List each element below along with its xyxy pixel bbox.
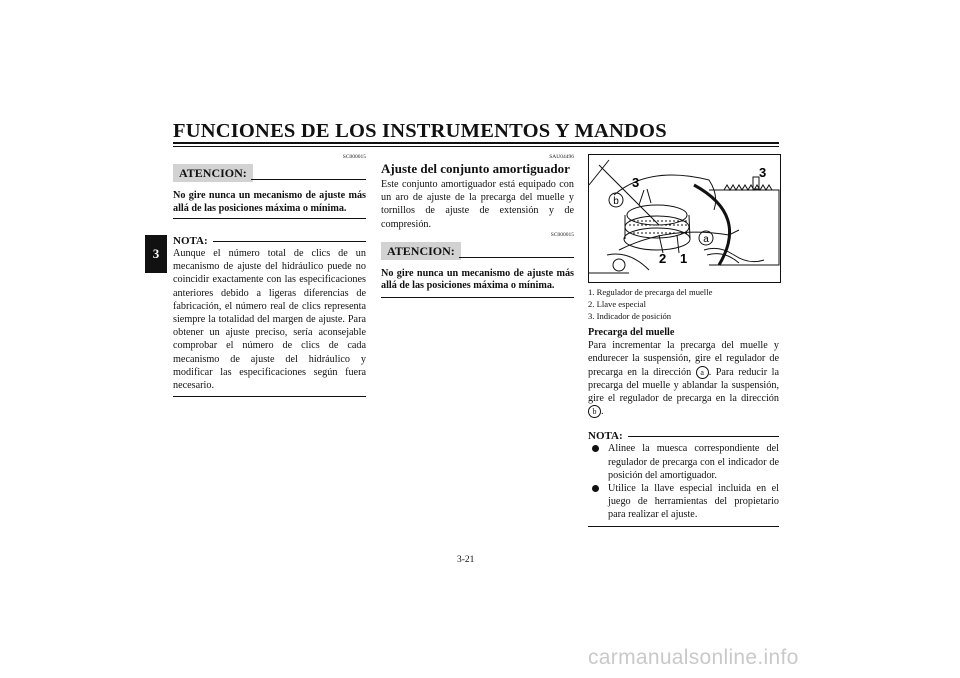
attention-label: ATENCION:	[381, 242, 461, 260]
reference-code: SAU04496	[549, 154, 574, 160]
nota-text: Aunque el número total de clics de un mecanismo de ajuste del hidráulico puede no coincidir exactamente con las especificaciones anteriores debido a ligeras diferencias de fabricación, el número real de clics representa siempre la totalidad del margen de ajuste. Para obtener un ajuste preciso, sería aconsejable comprobar el número de clics de cada mecanismo de ajuste del hidráulico y modificar las especificaciones según fuera necesario.	[173, 248, 366, 392]
attention-end-rule	[381, 297, 574, 298]
figure-label-b: b	[613, 196, 619, 207]
shock-absorber-figure	[588, 154, 781, 283]
figure-captions	[588, 286, 779, 322]
nota-rule	[213, 241, 366, 242]
nota-rule	[628, 436, 779, 437]
caption-item: 1. Regulador de precarga del muelle	[588, 287, 713, 297]
figure-label-3b: 3	[759, 165, 767, 180]
figure-label-3a: 3	[632, 175, 640, 190]
bullet-dot-icon	[592, 485, 599, 492]
figure-label-a: a	[703, 234, 709, 245]
nota-bullet	[588, 442, 779, 482]
attention-text: No gire nunca un mecanismo de ajuste más allá de las posiciones máxima o mínima.	[173, 190, 366, 214]
figure-label-1: 1	[680, 251, 688, 266]
nota-header	[173, 231, 366, 245]
column-3	[588, 154, 779, 527]
column-1	[173, 154, 366, 397]
reference-code: SC000015	[342, 154, 366, 160]
attention-label: ATENCION:	[173, 164, 253, 182]
figure-label-2: 2	[659, 251, 667, 266]
attention-header	[381, 242, 574, 260]
chapter-tab: 3	[145, 235, 167, 273]
direction-a-symbol: a	[696, 366, 709, 379]
attention-rule	[251, 179, 366, 180]
attention-rule	[459, 257, 574, 258]
page-number: 3-21	[457, 555, 475, 565]
caption-item: 2. Llave especial	[588, 299, 646, 309]
nota-end-rule	[173, 396, 366, 397]
attention-end-rule	[173, 218, 366, 219]
nota-label: NOTA:	[173, 235, 208, 247]
attention-header	[173, 164, 366, 182]
watermark-text: carmanualsonline.info	[588, 646, 799, 669]
header-rule-thin	[173, 146, 779, 147]
body-part-3: .	[601, 406, 604, 418]
caption-item: 3. Indicador de posición	[588, 311, 672, 321]
attention-text: No gire nunca un mecanismo de ajuste más allá de las posiciones máxima o mínima.	[381, 267, 574, 292]
nota-header	[588, 426, 779, 443]
column-2	[381, 154, 574, 298]
nota-end-rule	[588, 526, 779, 527]
nota-label: NOTA:	[588, 430, 623, 443]
body-part-2: . Para reducir la precarga del muelle y ablandar la suspensión, gire el regulador de precarga en la dirección	[588, 366, 779, 405]
direction-b-symbol: b	[588, 405, 601, 418]
bullet-text: Alinee la muesca correspondiente del regulador de precarga con el indicador de posición del amortiguador.	[608, 443, 779, 481]
subsection-title: Precarga del muelle	[588, 327, 675, 338]
bullet-text: Utilice la llave especial incluida en el juego de herramientas del propietario para realizar el ajuste.	[608, 483, 779, 521]
section-body: Este conjunto amortiguador está equipado con un aro de ajuste de la precarga del muelle y tornillos de ajuste de extensión y de compresión.	[381, 179, 574, 230]
body-part-1: Para incrementar la precarga del muelle y endurecer la suspensión, gire el regulador de precarga en la dirección	[588, 340, 779, 378]
subsection-body	[588, 339, 779, 418]
section-title: Ajuste del conjunto amortiguador	[381, 161, 570, 176]
nota-bullet	[588, 482, 779, 522]
header-rule	[173, 142, 779, 144]
page-header-title: FUNCIONES DE LOS INSTRUMENTOS Y MANDOS	[173, 120, 667, 142]
reference-code-2: SC000015	[550, 231, 574, 238]
bullet-dot-icon	[592, 445, 599, 452]
shock-absorber-illustration	[589, 155, 780, 282]
